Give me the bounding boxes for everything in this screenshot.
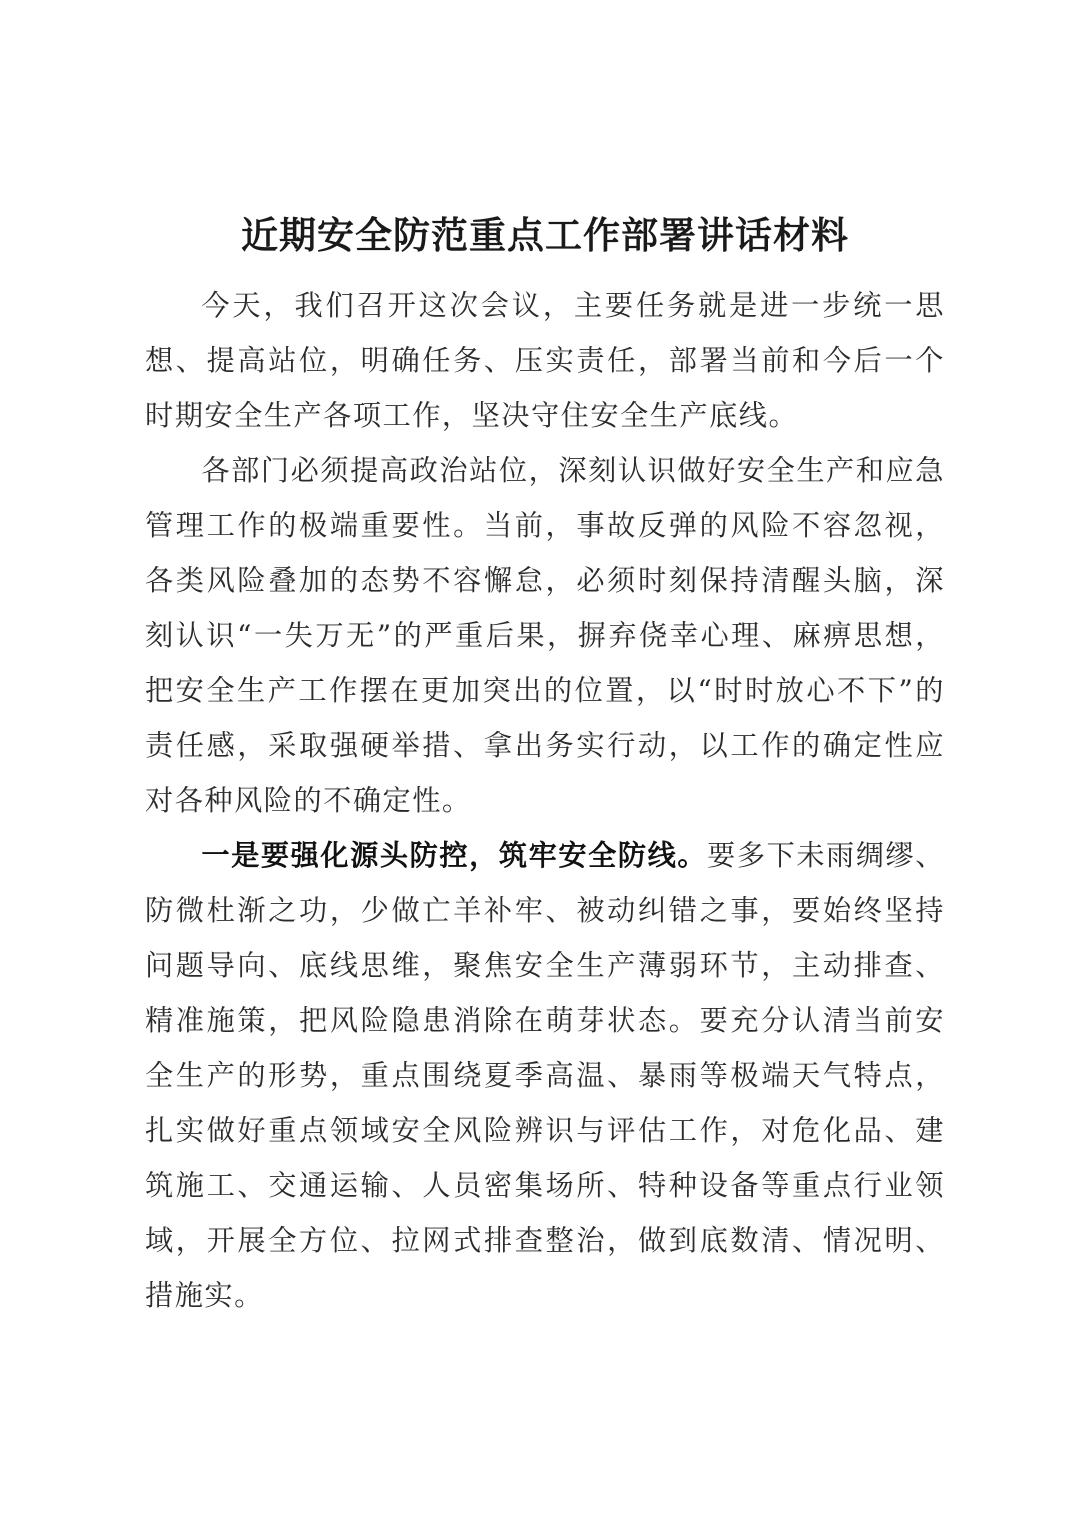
document-body bbox=[145, 278, 945, 1323]
paragraph-text: 要多下未雨绸缪、防微杜渐之功，少做亡羊补牢、被动纠错之事，要始终坚持问题导向、底线思维，聚焦安全生产薄弱环节，主动排查、精准施策，把风险隐患消除在萌芽状态。要充分认清当前安全生产的形势，重点围绕夏季高温、暴雨等极端天气特点，扎实做好重点领域安全风险辨识与评估工作，对危化品、建筑施工、交通运输、人员密集场所、特种设备等重点行业领域，开展全方位、拉网式排查整治，做到底数清、情况明、措施实。 bbox=[145, 839, 945, 1312]
paragraph-intro bbox=[145, 278, 945, 443]
paragraph-lead-heading: 一是要强化源头防控，筑牢安全防线。 bbox=[201, 839, 708, 872]
document-title: 近期安全防范重点工作部署讲话材料 bbox=[241, 213, 849, 257]
paragraph-text: 各部门必须提高政治站位，深刻认识做好安全生产和应急管理工作的极端重要性。当前，事故反弹的风险不容忽视，各类风险叠加的态势不容懈怠，必须时刻保持清醒头脑，深刻认识“一失万无”的严重后果，摒弃侥幸心理、麻痹思想，把安全生产工作摆在更加突出的位置，以“时时放心不下”的责任感，采取强硬举措、拿出务实行动，以工作的确定性应对各种风险的不确定性。 bbox=[145, 454, 945, 817]
paragraph-importance bbox=[145, 443, 945, 828]
paragraph-source-control bbox=[145, 828, 945, 1323]
paragraph-text: 今天，我们召开这次会议，主要任务就是进一步统一思想、提高站位，明确任务、压实责任，部署当前和今后一个时期安全生产各项工作，坚决守住安全生产底线。 bbox=[145, 289, 945, 432]
